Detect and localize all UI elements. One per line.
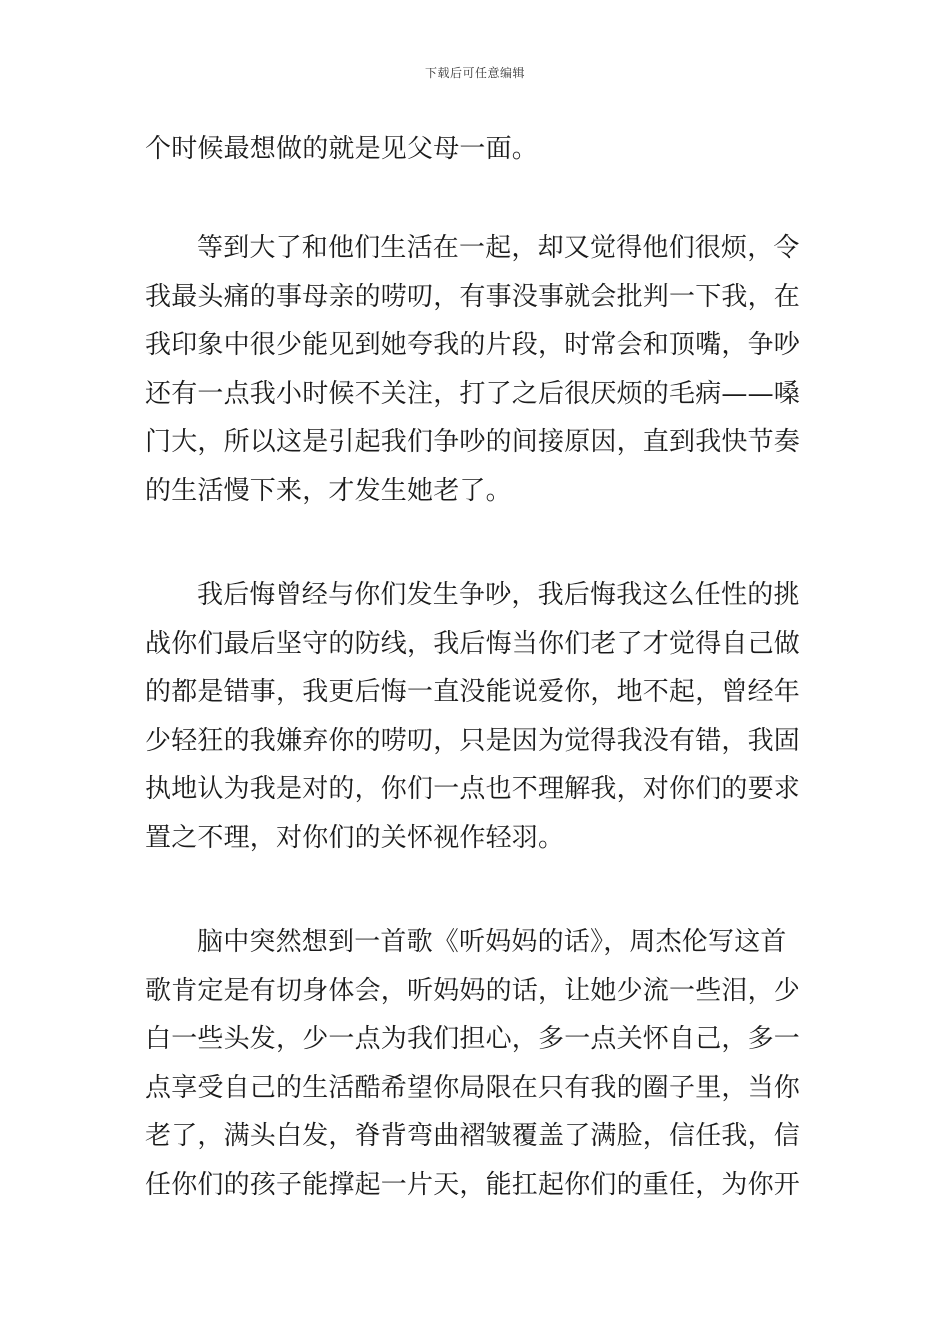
paragraph-1	[145, 125, 810, 174]
paragraph-line: 执地认为我是对的，你们一点也不理解我，对你们的要求	[145, 774, 801, 804]
paragraph-line: 门大，所以这是引起我们争吵的间接原因，直到我快节奏	[145, 427, 801, 457]
paragraph-line: 还有一点我小时候不关注，打了之后很厌烦的毛病——嗓	[145, 378, 801, 409]
paragraph-4	[145, 918, 810, 1209]
paragraph-line: 等到大了和他们生活在一起，却又觉得他们很烦，令	[197, 233, 800, 263]
paragraph-line: 老了，满头白发，脊背弯曲褶皱覆盖了满脸，信任我，信	[145, 1121, 801, 1151]
paragraph-line: 个时候最想做的就是见父母一面。	[145, 134, 539, 164]
paragraph-line: 我最头痛的事母亲的唠叨，有事没事就会批判一下我，在	[145, 281, 801, 312]
paragraph-line: 点享受自己的生活酷希望你局限在只有我的圈子里，当你	[145, 1072, 801, 1103]
paragraph-2	[145, 224, 810, 515]
paragraph-line: 的生活慢下来，才发生她老了。	[145, 475, 512, 506]
paragraph-3	[145, 571, 810, 862]
page-header: 下载后可任意编辑	[424, 66, 525, 80]
paragraph-line: 我后悔曾经与你们发生争吵，我后悔我这么任性的挑	[197, 580, 800, 610]
paragraph-line: 歌肯定是有切身体会，听妈妈的话，让她少流一些泪，少	[145, 975, 801, 1006]
paragraph-line: 置之不理，对你们的关怀视作轻羽。	[145, 822, 565, 853]
paragraph-line: 我印象中很少能见到她夸我的片段，时常会和顶嘴，争吵	[145, 330, 801, 360]
paragraph-line: 脑中突然想到一首歌《听妈妈的话》，周杰伦写这首	[197, 927, 787, 957]
paragraph-line: 少轻狂的我嫌弃你的唠叨，只是因为觉得我没有错，我固	[145, 725, 801, 756]
paragraph-line: 任你们的孩子能撑起一片天，能扛起你们的重任，为你开	[145, 1169, 801, 1200]
paragraph-line: 白一些头发，少一点为我们担心，多一点关怀自己，多一	[145, 1024, 801, 1054]
paragraph-line: 的都是错事，我更后悔一直没能说爱你，地不起，曾经年	[145, 677, 801, 707]
paragraph-line: 战你们最后坚守的防线，我后悔当你们老了才觉得自己做	[145, 628, 801, 659]
